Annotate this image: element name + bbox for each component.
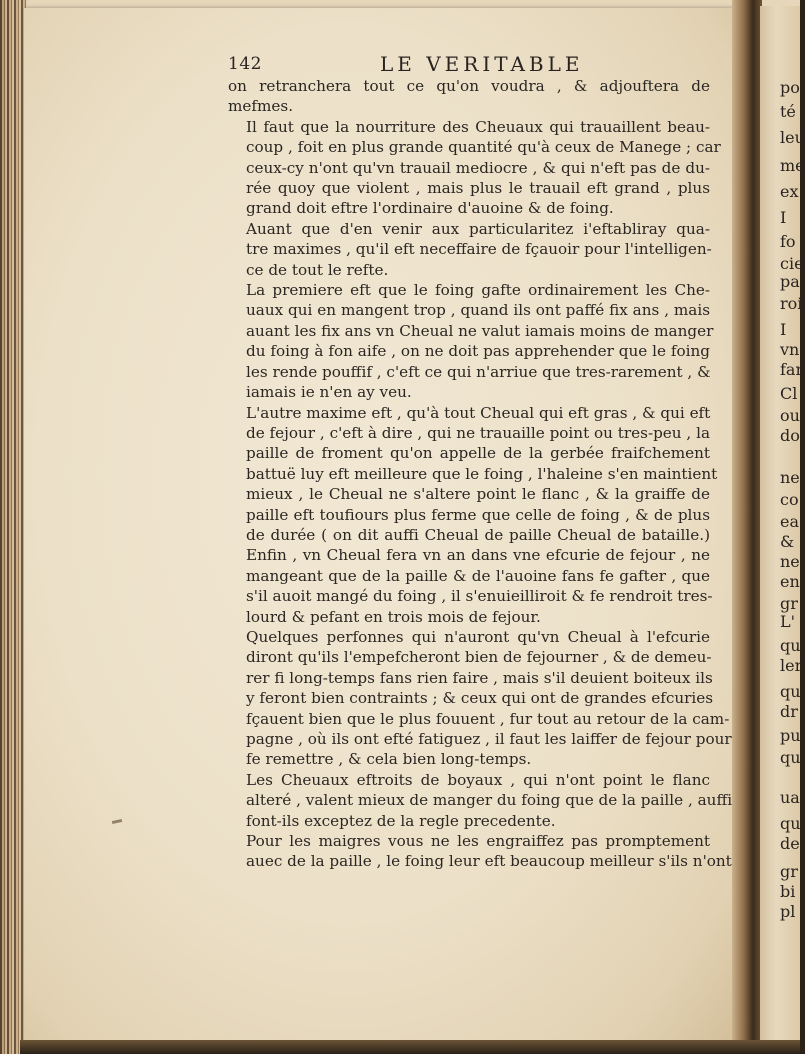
text-line: on retranchera tout ce qu'on voudra , & adjouftera de bbox=[228, 77, 710, 95]
paragraph bbox=[228, 219, 710, 280]
text-line: de fejour , c'eft à dire , qui ne trauaille point ou tres-peu , la bbox=[246, 423, 710, 442]
text-line: grand doit eftre l'ordinaire d'auoine & de foing. bbox=[246, 199, 614, 218]
text-line: paille eft toufiours plus ferme que celle de foing , & de plus bbox=[246, 505, 710, 524]
facing-page-fragment: ne bbox=[780, 552, 800, 571]
facing-page-fragment: roi bbox=[780, 294, 803, 313]
paragraph bbox=[228, 627, 732, 770]
facing-page-fragment: gr bbox=[780, 862, 798, 881]
facing-page-fragment: & bbox=[780, 532, 795, 551]
text-line: lourd & pefant en trois mois de fejour. bbox=[246, 607, 541, 626]
text-line: fçauent bien que le plus fouuent , fur tout au retour de la cam- bbox=[246, 709, 730, 728]
body-text bbox=[228, 76, 733, 872]
page-header bbox=[228, 52, 728, 76]
bottom-edge bbox=[20, 1040, 800, 1054]
text-line: Il faut que la nourriture des Cheuaux qui trauaillent beau- bbox=[246, 117, 710, 136]
text-line: pagne , où ils ont efté fatiguez , il faut les laiffer de fejour pour bbox=[246, 730, 732, 748]
facing-page-fragment: pl bbox=[780, 902, 796, 921]
text-line: Enfin , vn Cheual fera vn an dans vne efcurie de fejour , ne bbox=[246, 546, 710, 565]
text-line: Quelques perfonnes qui n'auront qu'vn Cheual à l'efcurie bbox=[246, 627, 710, 646]
facing-page-fragment: far bbox=[780, 360, 804, 379]
text-line: L'autre maxime eft , qu'à tout Cheual qui eft gras , & qui eft bbox=[246, 403, 711, 422]
text-line: Pour les maigres vous ne les engraiffez pas promptement bbox=[246, 832, 710, 851]
facing-page-fragment: qu bbox=[780, 636, 801, 655]
paragraph bbox=[228, 831, 732, 872]
facing-page-fragment: ler bbox=[780, 656, 803, 675]
facing-page-fragment: ne bbox=[780, 468, 800, 487]
text-line: Auant que d'en venir aux particularitez i'eftabliray qua- bbox=[246, 219, 710, 238]
text-line: y feront bien contraints ; & ceux qui ont de grandes efcuries bbox=[246, 689, 714, 708]
text-line: auant les fix ans vn Cheual ne valut iamais moins de manger bbox=[246, 321, 714, 340]
text-line: La premiere eft que le foing gafte ordinairement les Che- bbox=[246, 281, 710, 300]
facing-page-fragment: Cl bbox=[780, 384, 798, 403]
text-line: s'il auoit mangé du foing , il s'enuieilliroit & fe rendroit tres- bbox=[246, 587, 713, 606]
facing-page-fragment: qu bbox=[780, 814, 801, 833]
page-number: 142 bbox=[228, 54, 262, 74]
text-line: uaux qui en mangent trop , quand ils ont paffé fix ans , mais bbox=[246, 301, 710, 320]
facing-page-fragment: ea bbox=[780, 512, 800, 531]
paragraph bbox=[228, 280, 714, 402]
facing-page-fragment: L' bbox=[780, 612, 796, 631]
facing-page-fragment: qu bbox=[780, 748, 801, 767]
paragraph bbox=[228, 403, 718, 627]
text-line: auec de la paille , le foing leur eft beaucoup meilleur s'ils n'ont bbox=[246, 852, 732, 871]
facing-page-fragment: ex bbox=[780, 182, 799, 201]
facing-page-fragment: ou bbox=[780, 406, 800, 425]
facing-page-fragment: gr bbox=[780, 594, 798, 613]
text-line: font-ils exceptez de la regle precedente. bbox=[246, 811, 556, 830]
text-line: mieux , le Cheual ne s'altere point le flanc , & la graiffe de bbox=[246, 485, 710, 504]
facing-page-fragment: dr bbox=[780, 702, 798, 721]
facing-page-fragment: pa bbox=[780, 272, 800, 291]
facing-page-fragment: vn bbox=[780, 340, 800, 359]
paragraph bbox=[228, 76, 710, 117]
text-line: iamais ie n'en ay veu. bbox=[246, 383, 412, 402]
facing-page-fragment: qu bbox=[780, 682, 801, 701]
facing-page-fragment: cie bbox=[780, 254, 804, 273]
facing-page-fragment: po bbox=[780, 78, 800, 97]
text-line: paille de froment qu'on appelle de la gerbée fraifchement bbox=[246, 444, 710, 463]
binding-gutter bbox=[732, 0, 762, 1054]
text-line: rée quoy que violent , mais plus le trauail eft grand , plus bbox=[246, 179, 710, 198]
facing-page-fragment: do bbox=[780, 426, 800, 445]
facing-page-fragment: té bbox=[780, 102, 796, 121]
text-line: tre maximes , qu'il eft neceffaire de fçauoir pour l'intelligen- bbox=[246, 240, 712, 259]
facing-page-fragment: de bbox=[780, 834, 800, 853]
facing-page-fragment: leu bbox=[780, 128, 805, 147]
paragraph bbox=[228, 770, 733, 831]
text-line: du foing à fon aife , on ne doit pas apprehender que le foing bbox=[246, 342, 710, 361]
text-line: battuë luy eft meilleure que le foing , l'haleine s'en maintient bbox=[246, 464, 718, 483]
facing-page-fragment: co bbox=[780, 490, 799, 509]
facing-page-fragment: me bbox=[780, 156, 805, 175]
text-line: mefmes. bbox=[228, 97, 294, 116]
facing-page-fragment: I bbox=[780, 208, 787, 227]
text-line: de durée ( on dit auffi Cheual de paille Cheual de bataille.) bbox=[246, 525, 710, 544]
facing-page-fragment: en bbox=[780, 572, 800, 591]
text-line: alteré , valent mieux de manger du foing que de la paille , auffi bbox=[246, 791, 733, 810]
text-line: ce de tout le refte. bbox=[246, 260, 389, 279]
text-line: coup , foit en plus grande quantité qu'à ceux de Manege ; car bbox=[246, 138, 721, 157]
running-title: LE VERITABLE bbox=[380, 52, 584, 76]
paragraph bbox=[228, 117, 721, 219]
facing-page-fragment: ua bbox=[780, 788, 800, 807]
text-line: les rende pouffif , c'eft ce qui n'arriue que tres-rarement , & bbox=[246, 362, 711, 381]
text-line: ceux-cy n'ont qu'vn trauail mediocre , & qui n'eft pas de du- bbox=[246, 158, 710, 177]
facing-page-fragment: pu bbox=[780, 726, 801, 745]
text-line: diront qu'ils l'empefcheront bien de fejourner , & de demeu- bbox=[246, 648, 712, 667]
facing-page-fragment: fo bbox=[780, 232, 796, 251]
facing-page-fragment: I bbox=[780, 320, 787, 339]
text-line: rer fi long-temps fans rien faire , mais s'il deuient boiteux ils bbox=[246, 668, 713, 687]
text-line: mangeant que de la paille & de l'auoine fans fe gafter , que bbox=[246, 566, 710, 585]
facing-page-edge bbox=[760, 6, 805, 1046]
text-line: fe remettre , & cela bien long-temps. bbox=[246, 750, 532, 769]
page-stack-edge bbox=[0, 0, 26, 1054]
facing-page-fragment: bi bbox=[780, 882, 796, 901]
text-line: Les Cheuaux eftroits de boyaux , qui n'ont point le flanc bbox=[246, 770, 710, 789]
